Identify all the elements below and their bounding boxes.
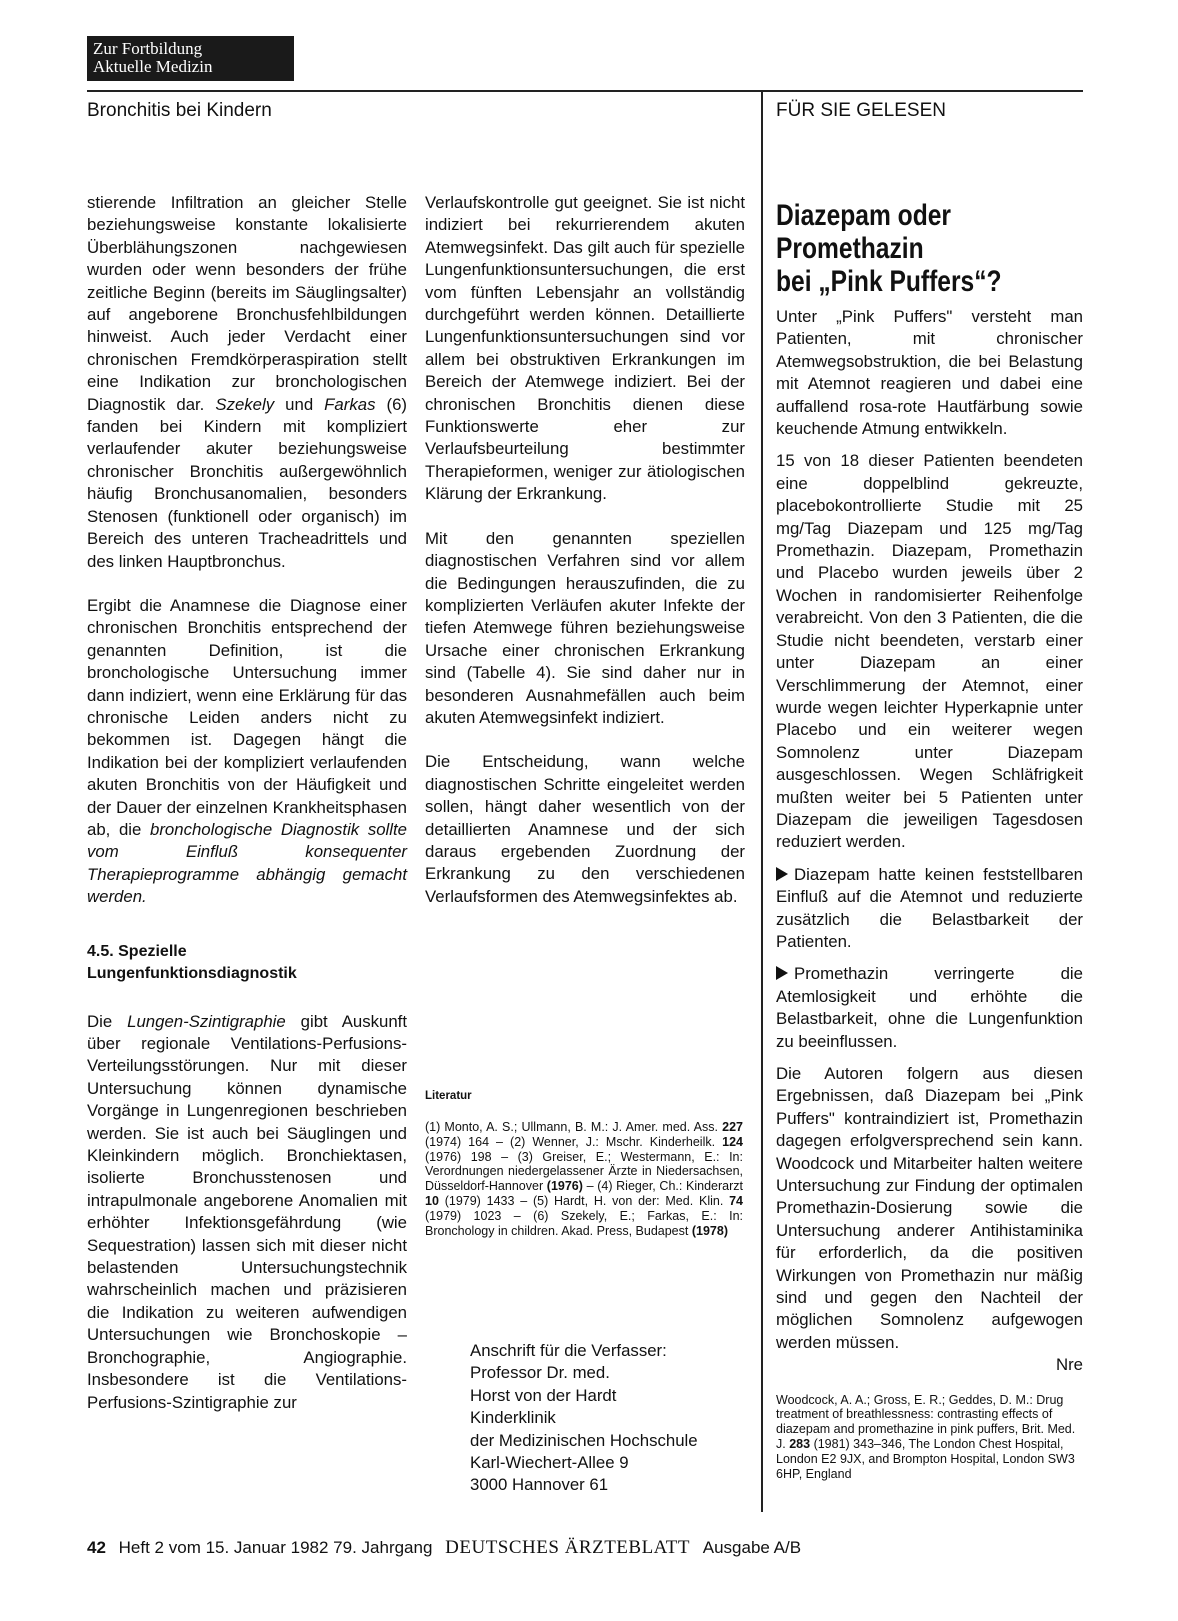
column-1: [87, 192, 407, 1436]
col3-paragraph-4: Promethazin verringerte die Atemlosigkeit und erhöhte die Belastbarkeit, ohne die Lungenfunktion zu beeinflussen.: [776, 964, 1083, 1051]
section-label-line2: Aktuelle Medizin: [93, 57, 213, 76]
col1-paragraph-1: stierende Infiltration an gleicher Stelle beziehungsweise konstante lokalisierte Überblähungszonen nachgewiesen wurden oder wenn besonders der frühe zeitliche Beginn (bereits im Säuglingsalter) auf angeborene Bronchusfehlbildungen hinweist. Auch jeder Verdacht einer chronischen Fremdkörperaspiration stellt eine Indikation zur bronchologischen Diagnostik dar. Szekely und Farkas (6) fanden bei Kindern mit kompliziert verlaufender akuter beziehungsweise chronischer Bronchitis außergewöhnlich häufig Bronchusanomalien, besonders Stenosen (funktionell oder organisch) im Bereich des unteren Tracheadrittels und des linken Hauptbronchus.: [87, 193, 407, 571]
col2-paragraph-3: Die Entscheidung, wann welche diagnostischen Schritte eingeleitet werden sollen, hängt daher wesentlich von der detaillierten Anamnese und der sich daraus ergebenden Zuordnung der Erkrankung zu den verschiedenen Verlaufsformen des Atemwegsinfektes ab.: [425, 752, 745, 906]
column-divider: [761, 90, 763, 1512]
page-number: 42: [87, 1538, 106, 1557]
running-title: Bronchitis bei Kindern: [87, 100, 272, 121]
source-reference: Woodcock, A. A.; Gross, E. R.; Geddes, D. M.: Drug treatment of breathlessness: contrasting effects of diazepam and promethazine in pink puffers, Brit. Med. J. 283 (1981) 343–346, The London Chest Hospital, London E2 9JX, and Brompton Hospital, London SW3 6HP, England: [776, 1392, 1076, 1481]
col3-paragraph-2: 15 von 18 dieser Patienten beendeten eine doppelblind gekreuzte, placebokontrollierte Studie mit 25 mg/Tag Diazepam und 125 mg/Tag Promethazin. Diazepam, Promethazin und Placebo wurden jeweils über 2 Wochen in randomisierter Reihenfolge verabreicht. Von den 3 Patienten, die die Studie nicht beendeten, verstarb einer unter Diazepam an einer Verschlimmerung der Atemnot, einer wurde wegen leichter Hyperkapnie unter Placebo und ein weiterer wegen Somnolenz unter Diazepam ausgeschlossen. Wegen Schläfrigkeit mußten weiter bei 5 Patienten unter Diazepam die jeweiligen Tagesdosen reduziert werden.: [776, 451, 1083, 852]
col1-paragraph-3: Die Lungen-Szintigraphie gibt Auskunft über regionale Ventilations-Perfusions-Verteilungsstörungen. Nur mit dieser Untersuchung können dynamische Vorgänge in Lungenregionen beschrieben werden. Sie ist auch bei Säuglingen und Kleinkindern möglich. Bronchiektasen, isolierte Bronchusstenosen und intrapulmonale angeborene Anomalien mit erhöhter Infektionsgefährdung (wie Sequestration) lassen sich mit dieser nicht belastenden Untersuchungstechnik wahrscheinlich machen und präzisieren die Indikation zu weiteren aufwendigen Untersuchungen wie Bronchoskopie – Bronchographie, Angiographie. Insbesondere ist die Ventilations-Perfusions-Szintigraphie zur: [87, 1011, 407, 1412]
article-headline: Diazepam oder Promethazin bei „Pink Puffers“?: [776, 199, 1002, 298]
subsection-heading: 4.5. Spezielle Lungenfunktionsdiagnostik: [87, 942, 297, 982]
col3-paragraph-1: Unter „Pink Puffers" versteht man Patienten, mit chronischer Atemwegsobstruktion, die bei Belastung mit Atemnot reagieren und dabei eine auffallend rosa-rote Hautfärbung sowie keuchende Atmung entwikkeln.: [776, 307, 1083, 439]
journal-name: DEUTSCHES ÄRZTEBLATT: [445, 1537, 691, 1558]
col2-paragraph-1: Verlaufskontrolle gut geeignet. Sie ist nicht indiziert bei rekurrierendem akuten Atemwegsinfekt. Das gilt auch für spezielle Lungenfunktionsuntersuchungen, die erst vom fünften Lebensjahr an vollständig durchgeführt werden können. Detaillierte Lungenfunktionsuntersuchungen sind vor allem bei obstruktiven Erkrankungen im Bereich der Atemwege indiziert. Bei der chronischen Bronchitis dienen diese Funktionswerte eher zur Verlaufsbeurteilung bestimmter Therapieformen, weniger zur ätiologischen Klärung der Erkrankung.: [425, 193, 745, 504]
author-signature: Nre: [1055, 1355, 1083, 1375]
col2-paragraph-2: Mit den genannten speziellen diagnostischen Verfahren sind vor allem die Bedingungen herauszufinden, die zu komplizierten Verläufen akuter Infekte der tiefen Atemwege führen beziehungsweise Ursache einer chronischen Erkrankung sind (Tabelle 4). Sie sind daher nur in besonderen Ausnahmefällen auch beim akuten Atemwegsinfekt indiziert.: [425, 528, 745, 727]
column-3: [776, 306, 1083, 1481]
bullet-triangle-icon: [776, 867, 788, 881]
col1-paragraph-2: Ergibt die Anamnese die Diagnose einer chronischen Bronchitis entsprechend der genannten Definition, ist die bronchologische Untersuchung immer dann indiziert, wenn eine Erklärung für das chronische Leiden anders nicht zu bekommen ist. Dagegen hängt die Indikation bei der kompliziert verlaufenden akuten Bronchitis von der Häufigkeit und der Dauer der einzelnen Krankheitsphasen ab, die bronchologische Diagnostik sollte vom Einfluß konsequenter Therapieprogramme abhängig gemacht werden.: [87, 595, 407, 907]
col3-paragraph-5: Die Autoren folgern aus diesen Ergebnissen, daß Diazepam bei „Pink Puffers" kontraindiziert ist, Promethazin dagegen erfolgversprechend sein kann. Woodcock und Mitarbeiter halten weitere Untersuchung zur Findung der optimalen Promethazin-Dosierung sowie die Untersuchung anderer Antihistaminika für erforderlich, da die positiven Wirkungen von Promethazin nur mäßig sind und gegen den Nachteil der möglichen Somnolenz aufgewogen werden müssen.: [776, 1064, 1083, 1352]
edition-info: Ausgabe A/B: [702, 1538, 802, 1557]
col3-paragraph-3: Diazepam hatte keinen feststellbaren Einfluß auf die Atemnot und reduzierte zusätzlich die Belastbarkeit der Patienten.: [776, 864, 1083, 951]
rubric-title: FÜR SIE GELESEN: [776, 100, 946, 121]
page-footer: [87, 1537, 801, 1559]
section-label: [87, 36, 294, 81]
column-2: [425, 192, 745, 930]
section-label-line1: Zur Fortbildung: [93, 39, 203, 58]
bullet-triangle-icon: [776, 966, 788, 980]
author-address: Anschrift für die Verfasser: Professor Dr. med. Horst von der Hardt Kinderklinik der Medizinischen Hochschule Karl-Wiechert-Allee 9 3000 Hannover 61: [470, 1341, 698, 1495]
references-list: (1) Monto, A. S.; Ullmann, B. M.: J. Amer. med. Ass. 227 (1974) 164 – (2) Wenner, J.: Mschr. Kinderheilk. 124 (1976) 198 – (3) Greiser, E.; Westermann, E.: In: Verordnungen niedergelassener Ärzte in Niedersachsen, Düsseldorf-Hannover (1976) – (4) Rieger, Ch.: Kinderarzt 10 (1979) 1433 – (5) Hardt, H. von der: Med. Klin. 74 (1979) 1023 – (6) Szekely, E.; Farkas, E.: In: Bronchology in children. Akad. Press, Budapest (1978): [425, 1120, 743, 1238]
references-title: Literatur: [425, 1090, 472, 1102]
issue-info: Heft 2 vom 15. Januar 1982 79. Jahrgang: [118, 1538, 433, 1557]
header-rule: [87, 90, 1083, 92]
